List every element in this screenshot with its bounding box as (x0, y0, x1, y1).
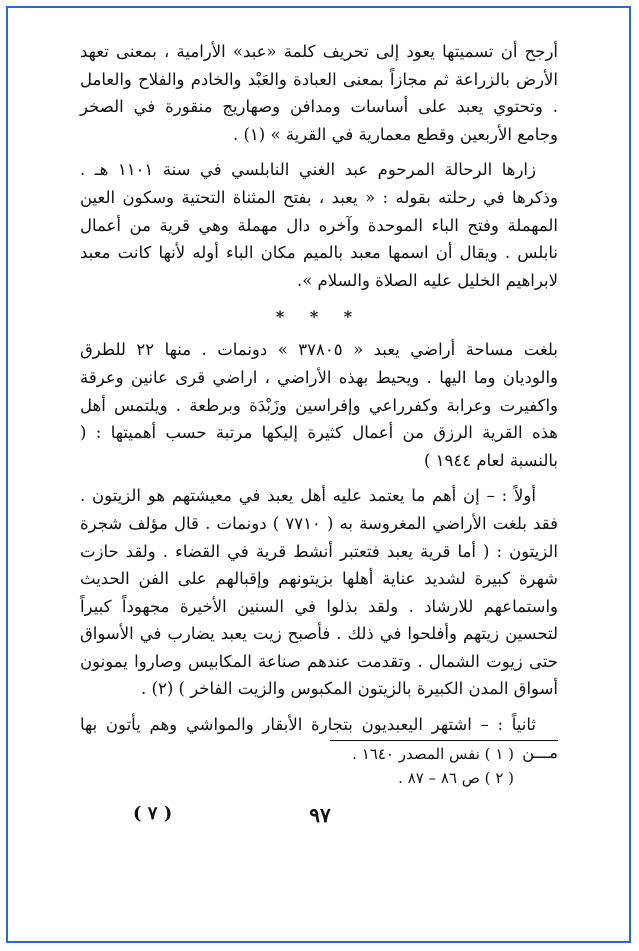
signature-mark: ( ٧ ) (133, 803, 173, 824)
paragraph-olives: أولاً : – إن أهم ما يعتمد عليه أهل يعبد في معيشتهم هو الزيتون . فقد بلغت الأراضي المغروسة به ( ٧٧١٠ ) دونمات . قال مؤلف شجرة الزيتون : ( أما قرية يعبد فتعتبر أنشط قرية في القضاء . ولقد حازت شهرة كبيرة لشديد عناية أهلها بزيتونهم وإقبالهم على الفن الحديث واستماعهم للارشاد . ولقد بذلوا في السنين الأخيرة مجهوداً كبيراً لتحسين زيتهم وأفلحوا في ذلك . فأصبح زيت يعبد يضارب في الأسواق حتى زيوت الشمال . وتقدمت عندهم صناعة المكابيس وصاروا يمونون أسواق المدن الكبيرة بالزيتون المكبوس والزيت الفاخر ) (٢) . (80, 486, 558, 699)
document-body (80, 38, 558, 766)
section-separator: * * * (275, 307, 363, 327)
paragraph-livestock: ثانياً : – اشتهر اليعبديون بتجارة الأبقار والمواشي وهم يأتون بها مـــن (80, 715, 558, 762)
page-number: ٩٧ (309, 803, 331, 827)
paragraph-origin: أرجح أن تسميتها يعود إلى تحريف كلمة «عبد» الأرامية ، بمعنى تعهد الأرض بالزراعة ثم مجازاً بمعنى العبادة والعَبْد والخادم والفلاح والعامل . وتحتوي يعبد على أساسات ومدافن وصهاريج منقورة في الصخر وجامع الأربعين وقطع معمارية في القرية » (١) . (80, 42, 558, 144)
footnote-1: ( ١ ) نفس المصدر ١٦٤٠ . (352, 745, 514, 763)
paragraph-nabulsi-visit: زارها الرحالة المرحوم عبد الغني النابلسي في سنة ١١٠١ هـ . وذكرها في رحلته بقوله : « يعبد ، بفتح المثناة التحتية وسكون العين المهملة وفتح الباء الموحدة وآخره دال مهملة وهي قرية من أعمال نابلس . ويقال أن اسمها معبد بالميم مكان الباء أوله لأنها كانت معبد لابراهيم الخليل عليه الصلاة والسلام ». (80, 160, 558, 290)
footnote-2: ( ٢ ) ص ٨٦ – ٨٧ . (398, 769, 514, 787)
paragraph-land-area: بلغت مساحة أراضي يعبد « ٣٧٨٠٥ » دونمات . منها ٢٢ للطرق والوديان وما اليها . ويحيط بهذه الأراضي ، اراضي قرى عانين وعرقة واكفيرت وعرابة وكفرراعي وإفراسين وزَبْدَة وبرطعة . ويلتمس أهل هذه القرية الرزق من أعمال كثيرة إليكها مرتبة حسب أهميتها : ( بالنسبة لعام ١٩٤٤ ) (80, 340, 558, 470)
footnotes (80, 742, 558, 790)
footnote-divider (330, 740, 558, 741)
